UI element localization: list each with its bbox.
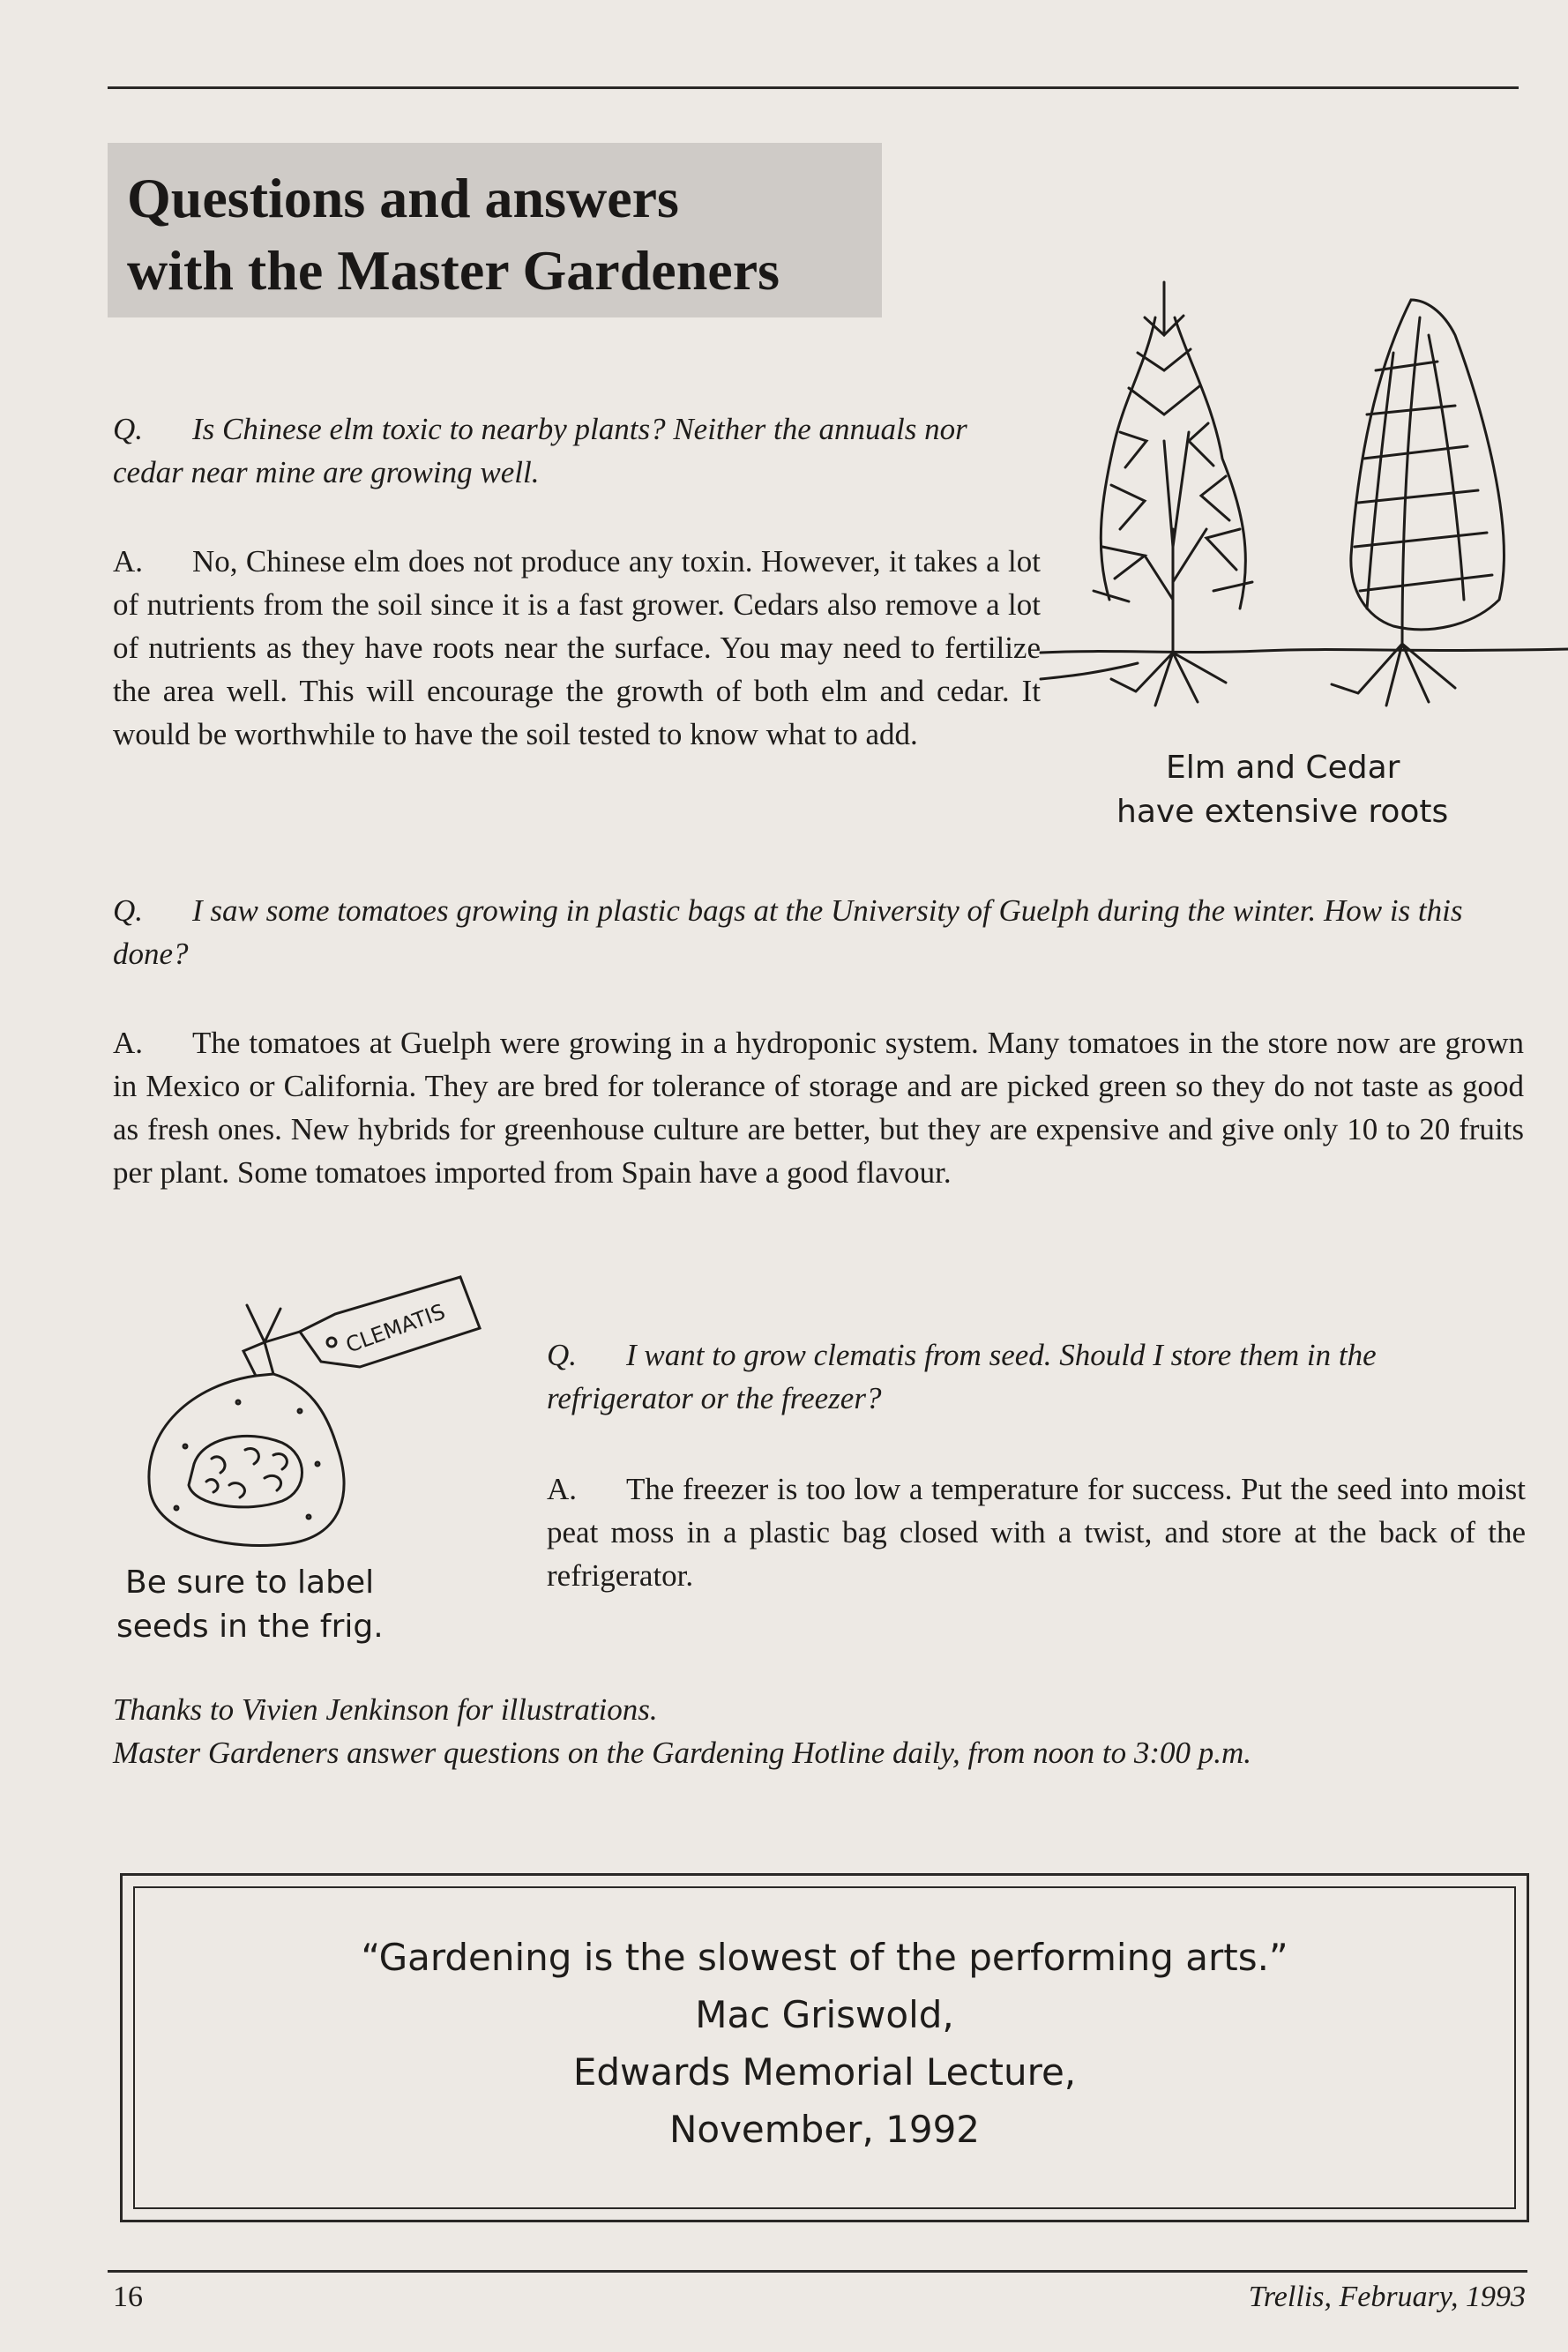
answer-2-text: The tomatoes at Guelph were growing in a hydroponic system. Many tomatoes in the store now are grown in Mexico or California. They are bred for tolerance of storage and are picked green so they do not taste as good as fresh ones. New hybrids for greenhouse culture are better, but they are expensive and give only 10 to 20 fruits per plant. Some tomatoes imported from Spain have a good flavour.	[113, 1026, 1524, 1190]
hotline-note: Master Gardeners answer questions on the Gardening Hotline daily, from noon to 3:00 p.m.	[113, 1736, 1252, 1770]
bag-caption-line-2: seeds in the frig.	[116, 1609, 384, 1645]
quote-author: Mac Griswold,	[695, 1993, 954, 2036]
bag-label-text: CLEMATIS	[342, 1299, 449, 1358]
bottom-rule	[108, 2270, 1527, 2273]
answer-2	[113, 1021, 1524, 1194]
question-1-tag: Q.	[113, 412, 144, 446]
answer-1	[113, 540, 1041, 756]
quote-box	[120, 1873, 1529, 2222]
quote-date: November, 1992	[668, 2108, 981, 2151]
quote-content	[123, 1929, 1527, 2158]
answer-3-tag: A.	[547, 1472, 578, 1506]
answer-3	[547, 1467, 1526, 1597]
top-rule	[108, 86, 1519, 89]
question-3	[547, 1333, 1526, 1420]
article-title-line-1: Questions and answers	[127, 167, 679, 229]
question-3-text: I want to grow clematis from seed. Should I store them in the refrigerator or the freezer?	[547, 1338, 1377, 1415]
trees-caption-line-2: have extensive roots	[1116, 794, 1449, 830]
quote-source: Edwards Memorial Lecture,	[572, 2050, 1077, 2094]
illustration-credit: Thanks to Vivien Jenkinson for illustrations.	[113, 1692, 658, 1727]
answer-1-text: No, Chinese elm does not produce any toxin. However, it takes a lot of nutrients from the soil since it is a fast grower. Cedars also remove a lot of nutrients as they have roots near the surface. You may need to fertilize the area well. This will encourage the growth of both elm and cedar. It would be worthwhile to have the soil tested to know what to add.	[113, 544, 1041, 751]
page-number: 16	[113, 2281, 143, 2313]
answer-3-text: The freezer is too low a temperature for success. Put the seed into moist peat moss in a plastic bag closed with a twist, and store at the back of the refrigerator.	[547, 1472, 1526, 1593]
trees-caption-line-1: Elm and Cedar	[1166, 750, 1400, 786]
publication-info: Trellis, February, 1993	[1248, 2281, 1526, 2313]
quote-text: “Gardening is the slowest of the performing arts.”	[361, 1936, 1288, 1979]
question-3-tag: Q.	[547, 1338, 578, 1372]
article-title-box	[108, 143, 882, 317]
article-title-line-2: with the Master Gardeners	[127, 239, 780, 302]
question-2	[113, 889, 1524, 975]
clematis-seed-bag-illustration	[132, 1270, 503, 1561]
question-2-text: I saw some tomatoes growing in plastic bags at the University of Guelph during the winter. How is this done?	[113, 893, 1463, 971]
question-2-tag: Q.	[113, 893, 144, 928]
question-1	[113, 407, 1041, 494]
elm-and-cedar-illustration	[1041, 265, 1568, 723]
question-1-text: Is Chinese elm toxic to nearby plants? Neither the annuals nor cedar near mine are growing well.	[113, 412, 967, 489]
answer-1-tag: A.	[113, 544, 144, 579]
answer-2-tag: A.	[113, 1026, 144, 1060]
bag-caption-line-1: Be sure to label	[125, 1564, 375, 1601]
